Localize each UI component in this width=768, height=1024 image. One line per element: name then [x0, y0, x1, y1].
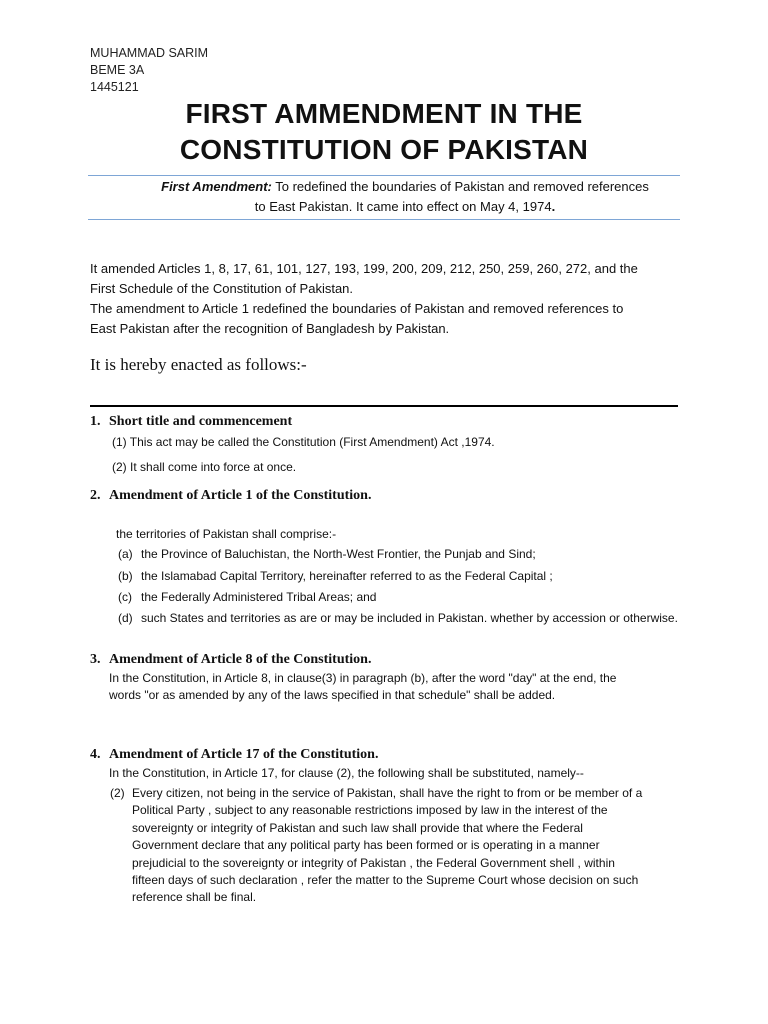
section-1-clause-1	[112, 435, 495, 449]
section-divider	[90, 405, 678, 407]
subtitle-block	[130, 177, 680, 217]
section-2-number: 2.	[90, 488, 101, 503]
section-2-lead: the territories of Pakistan shall comprise:-	[116, 527, 337, 541]
subtitle-line-1: To redefined the boundaries of Pakistan and removed references	[271, 179, 649, 194]
subtitle-top-rule	[88, 175, 680, 176]
item-text: the Federally Administered Tribal Areas; and	[141, 590, 377, 604]
section-3-line-2: words "or as amended by any of the laws specified in that schedule" shall be added.	[109, 688, 556, 702]
enacted-statement: It is hereby enacted as follows:-	[90, 355, 307, 374]
author-id: 1445121	[90, 80, 139, 94]
item-label: (c)	[118, 590, 132, 604]
document-title	[90, 96, 678, 168]
clause-line: Government declare that any political party has been formed or is operating in a manner	[132, 838, 600, 853]
section-4-heading	[90, 747, 378, 763]
section-3-title: Amendment of Article 8 of the Constitution.	[109, 652, 372, 667]
item-text: the Province of Baluchistan, the North-West Frontier, the Punjab and Sind;	[141, 547, 536, 561]
item-text: such States and territories as are or may be included in Pakistan. whether by accession or otherwise.	[141, 611, 678, 625]
clause-line: sovereignty or integrity of Pakistan and such law shall provide that where the Federal	[132, 820, 583, 835]
section-2-item-b	[118, 569, 553, 583]
intro-paragraph	[90, 259, 710, 339]
section-4-title: Amendment of Article 17 of the Constitution.	[109, 747, 379, 762]
clause-line: Every citizen, not being in the service of Pakistan, shall have the right to from or be member of a	[132, 786, 643, 800]
section-1-heading	[90, 414, 292, 430]
item-text: the Islamabad Capital Territory, hereinafter referred to as the Federal Capital ;	[141, 569, 553, 583]
subtitle-lead: First Amendment:	[161, 179, 272, 194]
author-name: MUHAMMAD SARIM	[90, 46, 209, 60]
section-3-line-1: In the Constitution, in Article 8, in clause(3) in paragraph (b), after the word "day" at the end, the	[109, 671, 617, 685]
section-4-number: 4.	[90, 747, 101, 762]
subtitle-end: .	[551, 199, 556, 214]
section-1-clause-2	[112, 460, 296, 474]
subtitle-line-2: to East Pakistan. It came into effect on May 4, 1974	[254, 199, 552, 214]
clause-text: It shall come into force at once.	[130, 460, 297, 474]
clause-label: (2)	[110, 786, 125, 800]
section-1-title: Short title and commencement	[109, 414, 293, 429]
item-label: (b)	[118, 569, 133, 583]
clause-label: (2)	[112, 460, 127, 474]
subtitle-bottom-rule	[88, 219, 680, 220]
item-label: (d)	[118, 611, 133, 625]
clause-line: fifteen days of such declaration , refer the matter to the Supreme Court whose decision on such	[132, 873, 639, 888]
clause-label: (1)	[112, 435, 127, 449]
title-line-2: CONSTITUTION OF PAKISTAN	[179, 134, 589, 165]
section-2-heading	[90, 488, 371, 504]
section-3-number: 3.	[90, 652, 101, 667]
section-4-clause-2	[110, 785, 670, 907]
clause-line: reference shall be final.	[132, 890, 257, 905]
section-4-lead: In the Constitution, in Article 17, for clause (2), the following shall be substituted, namely--	[109, 766, 584, 780]
clause-text: This act may be called the Constitution (First Amendment) Act ,1974.	[129, 435, 495, 449]
clause-line: prejudicial to the sovereignty or integrity of Pakistan , the Federal Government shell , within	[132, 855, 615, 870]
section-2-item-d	[118, 611, 678, 625]
section-2-item-c	[118, 590, 376, 604]
author-class: BEME 3A	[90, 63, 145, 77]
section-2-title: Amendment of Article 1 of the Constitution.	[109, 488, 372, 503]
intro-line-2: First Schedule of the Constitution of Pakistan.	[90, 281, 354, 296]
author-block	[90, 45, 208, 96]
section-2-item-a	[118, 547, 536, 561]
section-1-number: 1.	[90, 414, 101, 429]
item-label: (a)	[118, 547, 133, 561]
intro-line-1: It amended Articles 1, 8, 17, 61, 101, 127, 193, 199, 200, 209, 212, 250, 259, 260, 272, and the	[90, 261, 638, 276]
intro-line-3: The amendment to Article 1 redefined the boundaries of Pakistan and removed references to	[90, 301, 624, 316]
section-3-heading	[90, 652, 371, 668]
title-line-1: FIRST AMMENDMENT IN THE	[185, 98, 583, 129]
clause-line: Political Party , subject to any reasonable restrictions imposed by law in the interest of the	[132, 803, 608, 818]
intro-line-4: East Pakistan after the recognition of Bangladesh by Pakistan.	[90, 321, 450, 336]
